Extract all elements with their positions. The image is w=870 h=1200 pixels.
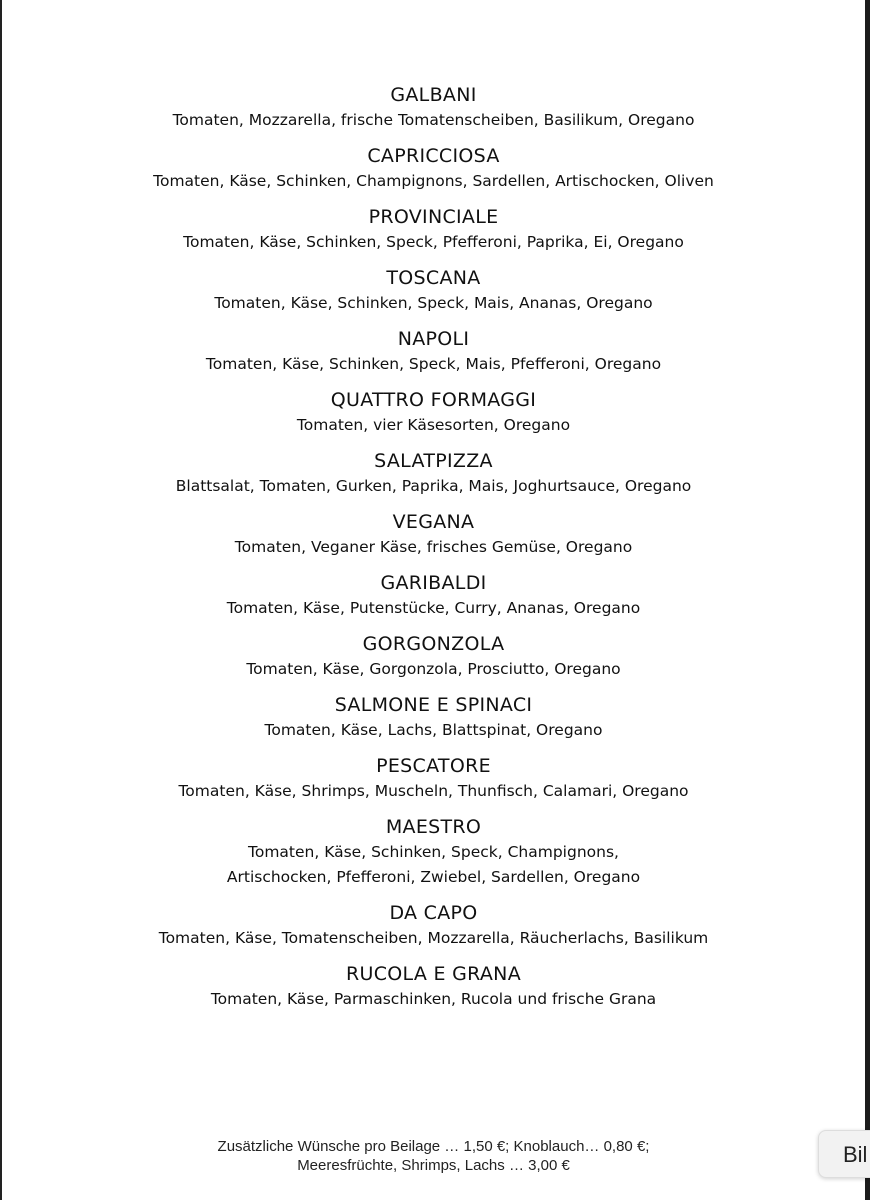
extras-note-line-1: Zusätzliche Wünsche pro Beilage … 1,50 €; Knoblauch… 0,80 €; [217, 1138, 650, 1155]
menu-item [2, 387, 865, 438]
pizza-name: RUCOLA E GRANA [346, 963, 521, 985]
pizza-ingredients: Tomaten, Käse, Schinken, Speck, Mais, Ananas, Oregano [214, 294, 653, 312]
menu-item [2, 631, 865, 682]
pizza-name: VEGANA [392, 511, 475, 533]
pizza-ingredients: Tomaten, Käse, Gorgonzola, Prosciutto, Oregano [246, 660, 621, 678]
menu-item [2, 753, 865, 804]
menu-item [2, 961, 865, 1012]
pizza-name: MAESTRO [385, 816, 482, 838]
pizza-ingredients: Tomaten, Mozzarella, frische Tomatenscheiben, Basilikum, Oregano [172, 111, 695, 129]
pizza-ingredients: Artischocken, Pfefferoni, Zwiebel, Sardellen, Oregano [226, 868, 641, 886]
pizza-name: PROVINCIALE [368, 206, 499, 228]
pizza-menu [2, 82, 865, 1022]
pizza-name: PESCATORE [376, 755, 491, 777]
pizza-ingredients: Tomaten, Käse, Schinken, Champignons, Sardellen, Artischocken, Oliven [153, 172, 714, 190]
pizza-ingredients: Tomaten, Käse, Schinken, Speck, Pfefferoni, Paprika, Ei, Oregano [183, 233, 684, 251]
menu-item [2, 82, 865, 133]
menu-item [2, 204, 865, 255]
menu-item [2, 265, 865, 316]
pizza-name: GORGONZOLA [362, 633, 505, 655]
pizza-name: DA CAPO [389, 902, 478, 924]
pizza-ingredients: Tomaten, Käse, Schinken, Speck, Mais, Pfefferoni, Oregano [205, 355, 662, 373]
pizza-ingredients: Blattsalat, Tomaten, Gurken, Paprika, Mais, Joghurtsauce, Oregano [175, 477, 692, 495]
menu-item [2, 448, 865, 499]
side-tab-button[interactable]: Bil [818, 1130, 870, 1178]
pizza-ingredients: Tomaten, Veganer Käse, frisches Gemüse, Oregano [234, 538, 633, 556]
menu-item [2, 900, 865, 951]
menu-item [2, 814, 865, 890]
extras-note-line-2: Meeresfrüchte, Shrimps, Lachs … 3,00 € [297, 1157, 570, 1174]
pizza-ingredients: Tomaten, Käse, Schinken, Speck, Champignons, [248, 843, 619, 861]
pizza-name: GARIBALDI [380, 572, 487, 594]
extras-note [2, 1137, 865, 1175]
pizza-ingredients: Tomaten, Käse, Parmaschinken, Rucola und frische Grana [210, 990, 657, 1008]
pizza-ingredients: Tomaten, Käse, Shrimps, Muscheln, Thunfisch, Calamari, Oregano [178, 782, 689, 800]
pizza-name: SALATPIZZA [374, 450, 493, 472]
pizza-name: NAPOLI [397, 328, 470, 350]
pizza-ingredients: Tomaten, vier Käsesorten, Oregano [296, 416, 571, 434]
pizza-name: TOSCANA [386, 267, 481, 289]
pizza-ingredients: Tomaten, Käse, Tomatenscheiben, Mozzarella, Räucherlachs, Basilikum [158, 929, 709, 947]
pizza-ingredients: Tomaten, Käse, Lachs, Blattspinat, Oregano [264, 721, 603, 739]
pizza-name: CAPRICCIOSA [367, 145, 500, 167]
menu-item [2, 692, 865, 743]
menu-item [2, 509, 865, 560]
pizza-name: GALBANI [390, 84, 477, 106]
menu-item [2, 570, 865, 621]
pizza-name: QUATTRO FORMAGGI [330, 389, 537, 411]
pizza-name: SALMONE E SPINACI [334, 694, 533, 716]
page-border-right [865, 0, 870, 1200]
menu-item [2, 143, 865, 194]
menu-item [2, 326, 865, 377]
pizza-ingredients: Tomaten, Käse, Putenstücke, Curry, Ananas, Oregano [226, 599, 641, 617]
